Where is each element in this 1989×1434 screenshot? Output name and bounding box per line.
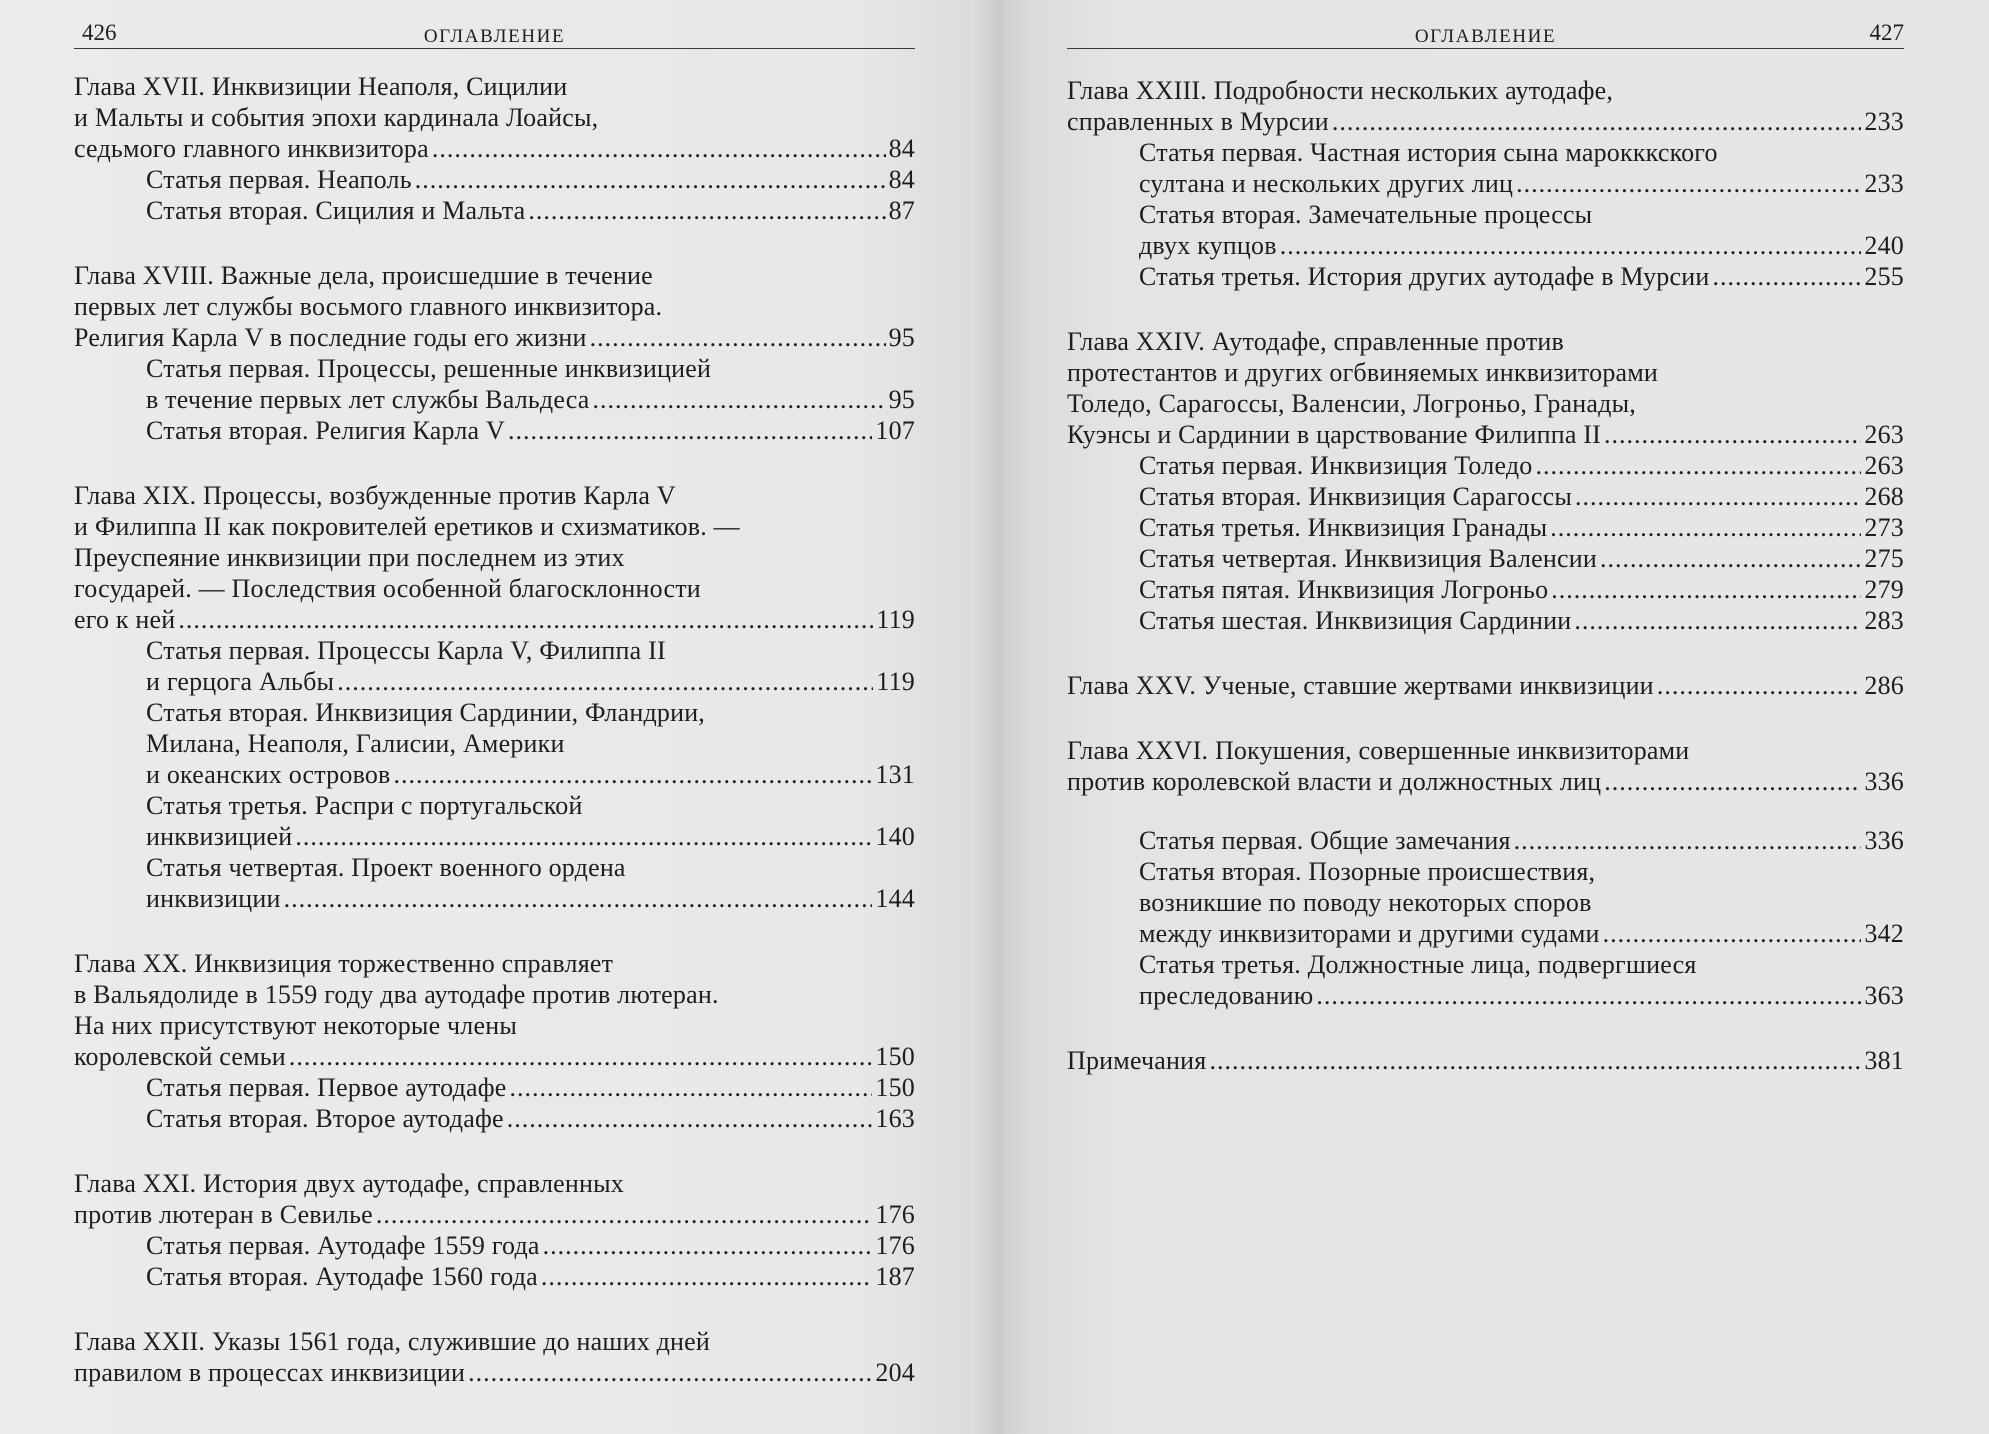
toc-chapter-title bbox=[1067, 735, 1904, 797]
entry-last-line bbox=[1139, 605, 1904, 636]
entry-last-line bbox=[1139, 168, 1904, 199]
dot-leader bbox=[528, 195, 885, 226]
entry-text: Статья вторая. Второе аутодафе bbox=[146, 1104, 504, 1133]
entry-last-line bbox=[1139, 450, 1904, 481]
entry-last-line bbox=[146, 164, 915, 195]
entry-line: Милана, Неаполя, Галисии, Америки bbox=[146, 729, 565, 758]
toc-list bbox=[74, 71, 915, 1388]
toc-article bbox=[1067, 512, 1904, 543]
running-head bbox=[74, 14, 915, 49]
entry-line: На них присутствуют некоторые члены bbox=[74, 1011, 518, 1040]
dot-leader bbox=[337, 666, 873, 697]
page-ref: 336 bbox=[1864, 767, 1904, 796]
entry-text: инквизицией bbox=[146, 822, 293, 851]
page-ref: 176 bbox=[875, 1231, 915, 1260]
toc-chapter-title bbox=[1067, 75, 1904, 137]
entry-line: Глава XXIV. Аутодафе, справленные против bbox=[1067, 327, 1565, 356]
toc-article bbox=[74, 1230, 915, 1261]
running-head-title: ОГЛАВЛЕНИЕ bbox=[423, 26, 566, 47]
entry-line: в Вальядолиде в 1559 году два аутодафе против лютеран. bbox=[74, 980, 719, 1009]
dot-leader bbox=[1332, 106, 1862, 137]
toc-article bbox=[1067, 137, 1904, 199]
entry-last-line bbox=[1139, 261, 1904, 292]
page-ref: 233 bbox=[1864, 169, 1904, 198]
page-ref: 263 bbox=[1864, 451, 1904, 480]
dot-leader bbox=[1575, 481, 1861, 512]
entry-text: между инквизиторами и другими судами bbox=[1139, 919, 1600, 948]
toc-article bbox=[1067, 856, 1904, 949]
entry-text: Глава XXV. Ученые, ставшие жертвами инквизиции bbox=[1067, 671, 1654, 700]
toc-chapter bbox=[74, 1168, 915, 1292]
toc-chapter bbox=[1067, 1045, 1904, 1076]
toc-article bbox=[1067, 949, 1904, 1011]
entry-text: Статья пятая. Инквизиция Логроньо bbox=[1139, 575, 1549, 604]
toc-article bbox=[74, 353, 915, 415]
toc-chapter bbox=[1067, 326, 1904, 636]
page-number: 426 bbox=[82, 20, 117, 45]
dot-leader bbox=[1209, 1045, 1861, 1076]
entry-last-line bbox=[146, 1072, 915, 1103]
page-ref: 119 bbox=[876, 605, 915, 634]
entry-last-line bbox=[1139, 574, 1904, 605]
entry-text: Статья первая. Аутодафе 1559 года bbox=[146, 1231, 540, 1260]
entry-line: Глава XXVI. Покушения, совершенные инквизиторами bbox=[1067, 736, 1690, 765]
dot-leader bbox=[1516, 168, 1861, 199]
entry-last-line bbox=[146, 1230, 915, 1261]
entry-text: и герцога Альбы bbox=[146, 667, 335, 696]
page-ref: 275 bbox=[1864, 544, 1904, 573]
entry-last-line bbox=[1139, 512, 1904, 543]
entry-line: первых лет службы восьмого главного инквизитора. bbox=[74, 292, 663, 321]
dot-leader bbox=[1604, 419, 1861, 450]
toc-article bbox=[1067, 543, 1904, 574]
page-ref: 84 bbox=[888, 134, 915, 163]
page-ref: 140 bbox=[875, 822, 915, 851]
dot-leader bbox=[1600, 543, 1861, 574]
page-ref: 187 bbox=[875, 1262, 915, 1291]
entry-last-line bbox=[1067, 1045, 1904, 1076]
entry-line: Статья первая. Частная история сына марокккского bbox=[1139, 138, 1718, 167]
entry-text: Статья вторая. Сицилия и Мальта bbox=[146, 196, 526, 225]
running-head bbox=[1067, 14, 1904, 49]
entry-last-line bbox=[74, 1199, 915, 1230]
toc-article bbox=[74, 195, 915, 226]
entry-line: Статья вторая. Инквизиция Сардинии, Фландрии, bbox=[146, 698, 706, 727]
page-ref: 163 bbox=[875, 1104, 915, 1133]
page-ref: 263 bbox=[1864, 420, 1904, 449]
entry-line: Статья третья. Распри с португальской bbox=[146, 791, 583, 820]
dot-leader bbox=[415, 164, 886, 195]
dot-leader bbox=[1603, 918, 1862, 949]
toc-chapter-title bbox=[74, 948, 915, 1072]
entry-text: Религия Карла V в последние годы его жизни bbox=[74, 323, 587, 352]
toc-chapter bbox=[74, 948, 915, 1134]
dot-leader bbox=[1514, 825, 1862, 856]
entry-text: справленных в Мурсии bbox=[1067, 107, 1329, 136]
dot-leader bbox=[376, 1199, 873, 1230]
dot-leader bbox=[468, 1357, 872, 1388]
entry-last-line bbox=[146, 759, 915, 790]
toc-chapter-title bbox=[74, 71, 915, 164]
entry-text: Статья первая. Неаполь bbox=[146, 165, 412, 194]
toc-article bbox=[74, 790, 915, 852]
toc-chapter bbox=[1067, 75, 1904, 292]
entry-line: и Мальты и события эпохи кардинала Лоайсы, bbox=[74, 103, 599, 132]
toc-chapter bbox=[1067, 735, 1904, 1011]
entry-text: Статья первая. Первое аутодафе bbox=[146, 1073, 507, 1102]
toc-chapter bbox=[74, 260, 915, 446]
toc-article bbox=[74, 1261, 915, 1292]
entry-line: Глава XXII. Указы 1561 года, служившие до наших дней bbox=[74, 1327, 711, 1356]
page-number: 427 bbox=[1869, 20, 1904, 45]
page-ref: 283 bbox=[1864, 606, 1904, 635]
page-ref: 233 bbox=[1864, 107, 1904, 136]
dot-leader bbox=[1551, 574, 1861, 605]
toc-chapter bbox=[74, 1326, 915, 1388]
entry-last-line bbox=[74, 322, 915, 353]
dot-leader bbox=[1712, 261, 1861, 292]
dot-leader bbox=[507, 1103, 873, 1134]
toc-article bbox=[74, 852, 915, 914]
toc-article bbox=[1067, 199, 1904, 261]
page-ref: 150 bbox=[875, 1042, 915, 1071]
entry-line: Глава XXIII. Подробности нескольких аутодафе, bbox=[1067, 76, 1614, 105]
entry-text: Примечания bbox=[1067, 1046, 1207, 1075]
dot-leader bbox=[289, 1041, 872, 1072]
toc-article bbox=[1067, 481, 1904, 512]
entry-last-line bbox=[1139, 481, 1904, 512]
entry-text: Статья шестая. Инквизиция Сардинии bbox=[1139, 606, 1572, 635]
entry-text: инквизиции bbox=[146, 884, 281, 913]
dot-leader bbox=[590, 322, 886, 353]
entry-text: Статья вторая. Аутодафе 1560 года bbox=[146, 1262, 538, 1291]
entry-line: Статья вторая. Позорные происшествия, bbox=[1139, 857, 1596, 886]
entry-last-line bbox=[146, 415, 915, 446]
entry-line: Глава XVII. Инквизиции Неаполя, Сицилии bbox=[74, 72, 568, 101]
page-ref: 95 bbox=[888, 385, 915, 414]
toc-chapter-title bbox=[1067, 1045, 1904, 1076]
entry-last-line bbox=[1139, 825, 1904, 856]
toc-chapter bbox=[74, 71, 915, 226]
toc-article bbox=[1067, 450, 1904, 481]
dot-leader bbox=[1535, 450, 1861, 481]
entry-last-line bbox=[1067, 419, 1904, 450]
entry-last-line bbox=[1067, 106, 1904, 137]
page-ref: 119 bbox=[876, 667, 915, 696]
entry-last-line bbox=[74, 1357, 915, 1388]
dot-leader bbox=[1657, 670, 1862, 701]
page-ref: 279 bbox=[1864, 575, 1904, 604]
entry-line: Статья четвертая. Проект военного ордена bbox=[146, 853, 626, 882]
dot-leader bbox=[508, 415, 872, 446]
entry-line: и Филиппа II как покровителей еретиков и схизматиков. — bbox=[74, 512, 740, 541]
toc-chapter-title bbox=[1067, 326, 1904, 450]
page-ref: 363 bbox=[1864, 981, 1904, 1010]
entry-line: Статья третья. Должностные лица, подвергшиеся bbox=[1139, 950, 1697, 979]
entry-last-line bbox=[146, 1261, 915, 1292]
entry-last-line bbox=[1067, 766, 1904, 797]
toc-article bbox=[1067, 261, 1904, 292]
entry-text: Статья вторая. Религия Карла V bbox=[146, 416, 505, 445]
entry-last-line bbox=[146, 195, 915, 226]
dot-leader bbox=[1550, 512, 1861, 543]
page-ref: 268 bbox=[1864, 482, 1904, 511]
entry-last-line bbox=[1139, 918, 1904, 949]
toc-article bbox=[74, 164, 915, 195]
page-ref: 273 bbox=[1864, 513, 1904, 542]
entry-last-line bbox=[146, 1103, 915, 1134]
dot-leader bbox=[1574, 605, 1861, 636]
toc-chapter-title bbox=[74, 260, 915, 353]
entry-last-line bbox=[74, 604, 915, 635]
toc-article bbox=[1067, 825, 1904, 856]
entry-last-line bbox=[74, 1041, 915, 1072]
entry-text: Статья четвертая. Инквизиция Валенсии bbox=[1139, 544, 1597, 573]
entry-text: Статья вторая. Инквизиция Сарагоссы bbox=[1139, 482, 1572, 511]
toc-article bbox=[74, 635, 915, 697]
dot-leader bbox=[394, 759, 873, 790]
entry-text: и океанских островов bbox=[146, 760, 391, 789]
toc-article bbox=[74, 415, 915, 446]
entry-text: в течение первых лет службы Вальдеса bbox=[146, 385, 590, 414]
dot-leader bbox=[284, 883, 873, 914]
toc-article bbox=[74, 697, 915, 790]
entry-line: Глава XX. Инквизиция торжественно справляет bbox=[74, 949, 614, 978]
entry-text: его к ней bbox=[74, 605, 176, 634]
entry-line: государей. — Последствия особенной благосклонности bbox=[74, 574, 701, 603]
entry-last-line bbox=[146, 821, 915, 852]
toc-chapter-title bbox=[74, 1326, 915, 1388]
page-ref: 336 bbox=[1864, 826, 1904, 855]
entry-text: Статья первая. Общие замечания bbox=[1139, 826, 1511, 855]
entry-line: Глава XXI. История двух аутодафе, справленных bbox=[74, 1169, 624, 1198]
entry-line: Глава XVIII. Важные дела, происшедшие в течение bbox=[74, 261, 653, 290]
page-ref: 255 bbox=[1864, 262, 1904, 291]
dot-leader bbox=[1604, 766, 1861, 797]
entry-text: Статья первая. Инквизиция Толедо bbox=[1139, 451, 1533, 480]
page-ref: 342 bbox=[1864, 919, 1904, 948]
toc-chapter-title bbox=[1067, 670, 1904, 701]
entry-text: двух купцов bbox=[1139, 231, 1277, 260]
entry-line: Толедо, Сарагоссы, Валенсии, Логроньо, Гранады, bbox=[1067, 389, 1636, 418]
entry-last-line bbox=[146, 384, 915, 415]
entry-last-line bbox=[74, 133, 915, 164]
dot-leader bbox=[541, 1261, 872, 1292]
page-ref: 150 bbox=[875, 1073, 915, 1102]
entry-text: правилом в процессах инквизиции bbox=[74, 1358, 466, 1387]
toc-article bbox=[1067, 605, 1904, 636]
page-ref: 144 bbox=[875, 884, 915, 913]
toc-chapter bbox=[74, 480, 915, 914]
entry-last-line bbox=[1139, 230, 1904, 261]
page-ref: 381 bbox=[1864, 1046, 1904, 1075]
page-ref: 286 bbox=[1864, 671, 1904, 700]
page-ref: 87 bbox=[888, 196, 915, 225]
page-ref: 107 bbox=[875, 416, 915, 445]
dot-leader bbox=[1316, 980, 1861, 1011]
entry-line: Статья первая. Процессы Карла V, Филиппа II bbox=[146, 636, 666, 665]
dot-leader bbox=[178, 604, 873, 635]
dot-leader bbox=[543, 1230, 873, 1261]
toc-article bbox=[74, 1072, 915, 1103]
entry-text: султана и нескольких других лиц bbox=[1139, 169, 1514, 198]
entry-last-line bbox=[146, 883, 915, 914]
dot-leader bbox=[510, 1072, 873, 1103]
entry-text: Куэнсы и Сардинии в царствование Филиппа II bbox=[1067, 420, 1602, 449]
page-ref: 84 bbox=[888, 165, 915, 194]
entry-text: седьмого главного инквизитора bbox=[74, 134, 429, 163]
running-head-title: ОГЛАВЛЕНИЕ bbox=[1414, 26, 1557, 47]
entry-text: королевской семьи bbox=[74, 1042, 286, 1071]
toc-article bbox=[1067, 574, 1904, 605]
entry-line: Глава XIX. Процессы, возбужденные против Карла V bbox=[74, 481, 676, 510]
entry-last-line bbox=[146, 666, 915, 697]
page-ref: 240 bbox=[1864, 231, 1904, 260]
entry-line: протестантов и других огбвиняемых инквизиторами bbox=[1067, 358, 1659, 387]
entry-last-line bbox=[1139, 980, 1904, 1011]
right-page bbox=[1003, 0, 1989, 1434]
entry-text: против лютеран в Севилье bbox=[74, 1200, 373, 1229]
dot-leader bbox=[295, 821, 872, 852]
dot-leader bbox=[432, 133, 886, 164]
toc-chapter-title bbox=[74, 1168, 915, 1230]
entry-text: Статья третья. Инквизиция Гранады bbox=[1139, 513, 1548, 542]
entry-last-line bbox=[1139, 543, 1904, 574]
entry-text: преследованию bbox=[1139, 981, 1314, 1010]
entry-line: Статья вторая. Замечательные процессы bbox=[1139, 200, 1593, 229]
page-ref: 131 bbox=[875, 760, 915, 789]
entry-text: против королевской власти и должностных лиц bbox=[1067, 767, 1602, 796]
toc-chapter-title bbox=[74, 480, 915, 635]
toc-article bbox=[74, 1103, 915, 1134]
page-ref: 95 bbox=[888, 323, 915, 352]
entry-line: возникшие по поводу некоторых споров bbox=[1139, 888, 1592, 917]
page-ref: 176 bbox=[875, 1200, 915, 1229]
entry-text: Статья третья. История других аутодафе в Мурсии bbox=[1139, 262, 1710, 291]
entry-line: Преуспеяние инквизиции при последнем из этих bbox=[74, 543, 625, 572]
dot-leader bbox=[1280, 230, 1862, 261]
dot-leader bbox=[593, 384, 886, 415]
entry-line: Статья первая. Процессы, решенные инквизицией bbox=[146, 354, 712, 383]
toc-list bbox=[1067, 75, 1904, 1076]
toc-chapter bbox=[1067, 670, 1904, 701]
page-ref: 204 bbox=[875, 1358, 915, 1387]
entry-last-line bbox=[1067, 670, 1904, 701]
